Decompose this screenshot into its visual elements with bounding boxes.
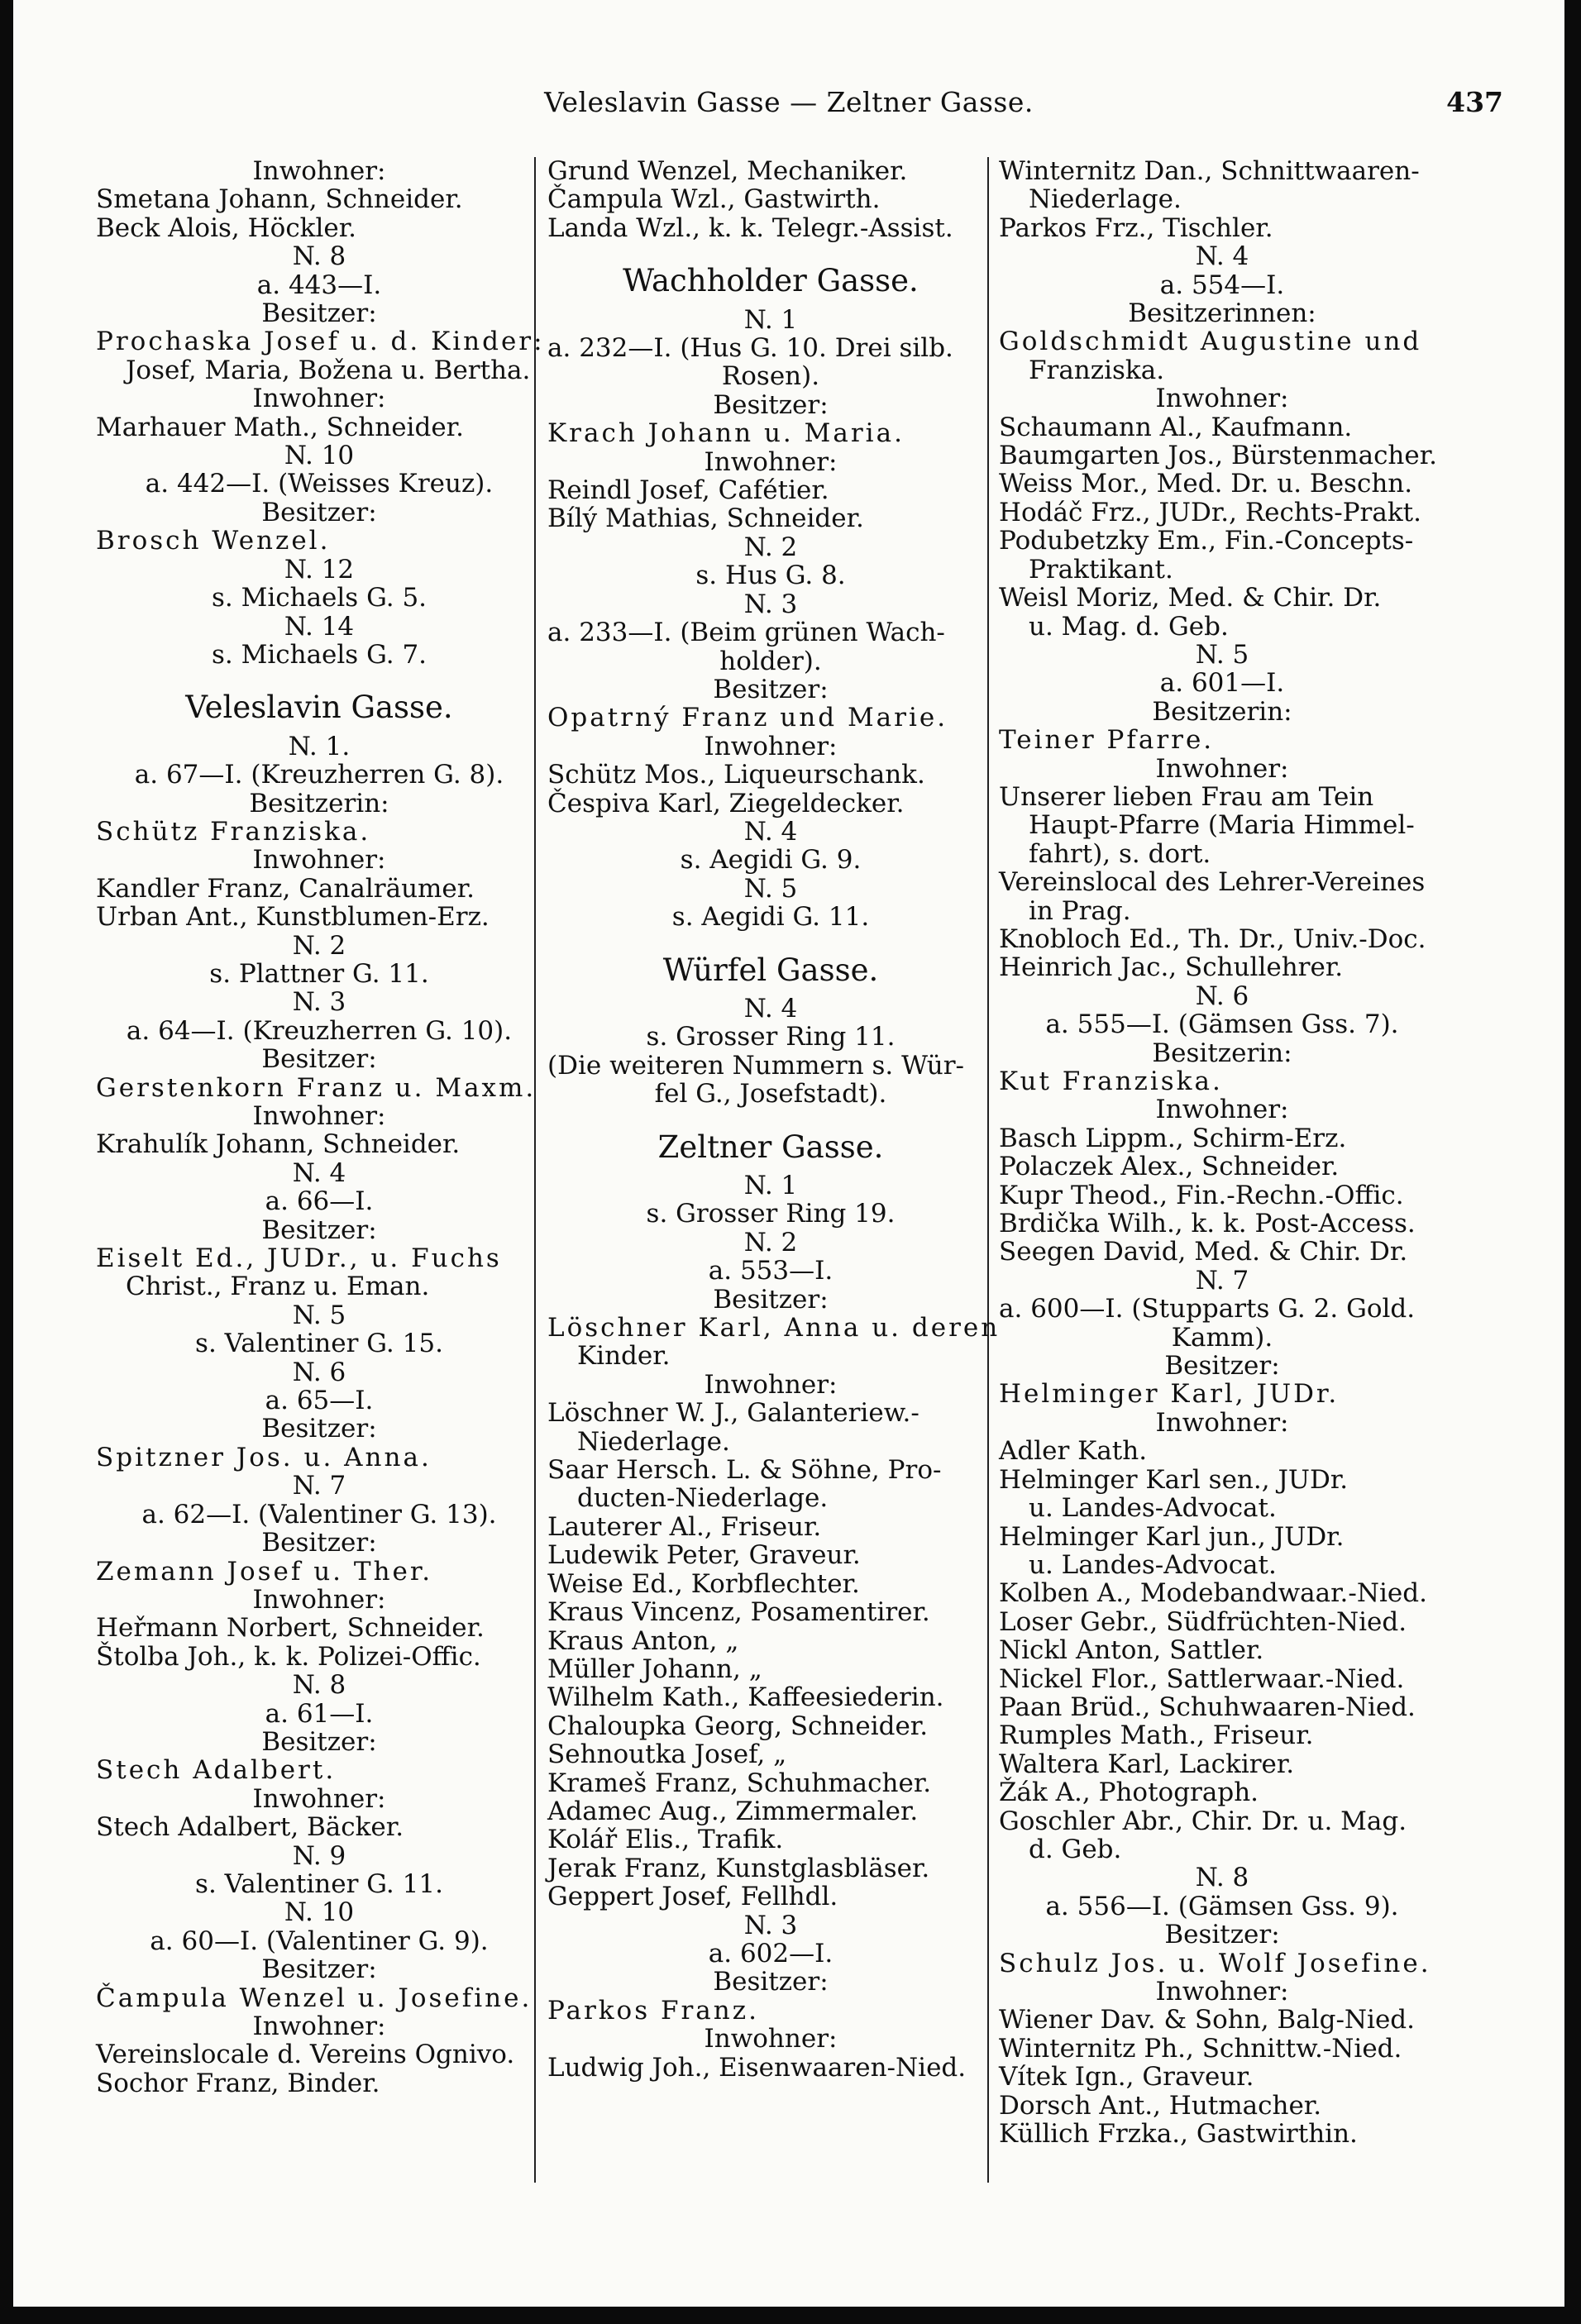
role-label: Inwohner: bbox=[1155, 1407, 1289, 1438]
entry-line: Schütz Mos., Liqueurschank. bbox=[547, 760, 925, 790]
entry-line: Čampula Wenzel u. Josefine. bbox=[96, 1983, 533, 2013]
entry-line: Dorsch Ant., Hutmacher. bbox=[999, 2090, 1322, 2121]
house-number: N. 1. bbox=[288, 731, 351, 761]
entry-line: Stech Adalbert, Bäcker. bbox=[96, 1812, 404, 1843]
role-label: Besitzer: bbox=[261, 1214, 377, 1245]
entry-line: Landa Wzl., k. k. Telegr.-Assist. bbox=[547, 212, 953, 243]
house-number: N. 1 bbox=[743, 304, 798, 335]
entry-line: Winternitz Dan., Schnittwaaren- bbox=[999, 156, 1420, 186]
entry-line: Polaczek Alex., Schneider. bbox=[999, 1152, 1340, 1182]
page bbox=[13, 0, 1564, 2307]
house-number: N. 8 bbox=[1195, 1863, 1249, 1893]
entry-line: Reindl Josef, Cafétier. bbox=[547, 475, 829, 506]
entry-line: s. Michaels G. 5. bbox=[211, 583, 427, 613]
entry-line: Parkos Frz., Tischler. bbox=[999, 212, 1273, 243]
entry-line: Baumgarten Jos., Bürstenmacher. bbox=[999, 441, 1438, 471]
entry-line: Kraus Vincenz, Posamentirer. bbox=[547, 1597, 930, 1628]
house-number: N. 5 bbox=[292, 1300, 346, 1330]
entry-line: Nickl Anton, Sattler. bbox=[999, 1635, 1264, 1666]
role-label: Besitzerinnen: bbox=[1128, 298, 1316, 329]
entry-line: Brosch Wenzel. bbox=[96, 526, 331, 556]
entry-line: Bílý Mathias, Schneider. bbox=[547, 503, 864, 534]
entry-line: Krahulík Johann, Schneider. bbox=[96, 1129, 461, 1160]
house-number: N. 5 bbox=[743, 873, 798, 904]
house-number: N. 6 bbox=[1195, 981, 1249, 1011]
entry-line: Marhauer Math., Schneider. bbox=[96, 412, 464, 442]
street-heading: Wachholder Gasse. bbox=[623, 263, 919, 299]
entry-line: Goldschmidt Augustine und bbox=[999, 327, 1422, 357]
entry-line: Helminger Karl, JUDr. bbox=[999, 1379, 1340, 1410]
house-number: N. 8 bbox=[292, 1670, 346, 1701]
entry-line: Sochor Franz, Binder. bbox=[96, 2068, 380, 2098]
house-number: N. 3 bbox=[292, 987, 346, 1018]
entry-line: Paan Brüd., Schuhwaaren-Nied. bbox=[999, 1692, 1416, 1722]
entry-line: Waltera Karl, Lackirer. bbox=[999, 1749, 1295, 1779]
entry-line: Stech Adalbert. bbox=[96, 1755, 337, 1786]
role-label: Inwohner: bbox=[1155, 384, 1289, 414]
entry-line: in Prag. bbox=[1029, 895, 1131, 926]
entry-line: a. 65—I. bbox=[265, 1386, 374, 1416]
role-label: Inwohner: bbox=[704, 2024, 838, 2054]
role-label: Inwohner: bbox=[1155, 753, 1289, 784]
role-label: Inwohner: bbox=[704, 731, 838, 761]
entry-line: Sehnoutka Josef, „ bbox=[547, 1739, 787, 1770]
entry-line: Seegen David, Med. & Chir. Dr. bbox=[999, 1237, 1408, 1267]
entry-line: Vítek Ign., Graveur. bbox=[999, 2062, 1254, 2093]
house-number: N. 10 bbox=[284, 441, 355, 471]
entry-line: a. 600—I. (Stupparts G. 2. Gold. bbox=[999, 1294, 1416, 1324]
entry-line: Adler Kath. bbox=[999, 1436, 1148, 1467]
column-left bbox=[96, 156, 545, 2098]
entry-line: s. Grosser Ring 19. bbox=[646, 1199, 896, 1229]
role-label: Besitzer: bbox=[261, 1414, 377, 1444]
running-title: Veleslavin Gasse — Zeltner Gasse. bbox=[544, 86, 1034, 118]
entry-line: a. 67—I. (Kreuzherren G. 8). bbox=[134, 760, 504, 790]
role-label: Inwohner: bbox=[704, 1369, 838, 1400]
entry-line: Spitzner Jos. u. Anna. bbox=[96, 1442, 432, 1472]
street-heading: Zeltner Gasse. bbox=[657, 1129, 884, 1165]
entry-line: Prochaska Josef u. d. Kinder: bbox=[96, 327, 545, 357]
entry-line: Saar Hersch. L. & Söhne, Pro- bbox=[547, 1455, 942, 1486]
entry-line: Smetana Johann, Schneider. bbox=[96, 184, 463, 215]
house-number: N. 4 bbox=[1195, 241, 1249, 272]
entry-line: Grund Wenzel, Mechaniker. bbox=[547, 156, 908, 186]
entry-line: Štolba Joh., k. k. Polizei-Offic. bbox=[96, 1641, 481, 1672]
role-label: Inwohner: bbox=[252, 384, 386, 414]
house-number: N. 6 bbox=[292, 1357, 346, 1387]
role-label: Besitzer: bbox=[261, 298, 377, 329]
entry-line: Schulz Jos. u. Wolf Josefine. bbox=[999, 1948, 1431, 1978]
entry-line: Helminger Karl jun., JUDr. bbox=[999, 1521, 1345, 1552]
role-label: Inwohner: bbox=[1155, 1977, 1289, 2007]
entry-line: Haupt-Pfarre (Maria Himmel- bbox=[1029, 810, 1415, 841]
house-number: N. 3 bbox=[743, 1910, 798, 1940]
entry-line: Winternitz Ph., Schnittw.-Nied. bbox=[999, 2033, 1402, 2064]
entry-line: Kinder. bbox=[577, 1341, 671, 1372]
entry-line: a. 66—I. bbox=[265, 1186, 374, 1217]
entry-line: Kamm). bbox=[1171, 1322, 1273, 1353]
entry-line: a. 555—I. (Gämsen Gss. 7). bbox=[1045, 1009, 1399, 1040]
house-number: N. 3 bbox=[743, 589, 798, 619]
entry-line: a. 556—I. (Gämsen Gss. 9). bbox=[1045, 1891, 1399, 1921]
entry-line: a. 64—I. (Kreuzherren G. 10). bbox=[126, 1015, 513, 1046]
entry-line: Jerak Franz, Kunstglasbläser. bbox=[547, 1853, 930, 1883]
entry-line: Krach Johann u. Maria. bbox=[547, 418, 905, 449]
entry-line: a. 233—I. (Beim grünen Wach- bbox=[547, 618, 945, 648]
entry-line: Kandler Franz, Canalräumer. bbox=[96, 873, 475, 904]
entry-line: Nickel Flor., Sattlerwaar.-Nied. bbox=[999, 1663, 1405, 1694]
role-label: Inwohner: bbox=[704, 446, 838, 477]
street-heading: Veleslavin Gasse. bbox=[185, 690, 453, 726]
entry-line: Niederlage. bbox=[1029, 184, 1182, 215]
entry-line: Schütz Franziska. bbox=[96, 816, 371, 847]
role-label: Besitzer: bbox=[713, 674, 829, 704]
house-number: N. 10 bbox=[284, 1897, 355, 1928]
house-number: N. 4 bbox=[292, 1157, 346, 1188]
entry-line: Kupr Theod., Fin.-Rechn.-Offic. bbox=[999, 1180, 1404, 1210]
entry-line: Parkos Franz. bbox=[547, 1995, 759, 2026]
entry-line: Josef, Maria, Božena u. Bertha. bbox=[126, 355, 531, 385]
page-header bbox=[13, 86, 1564, 127]
entry-line: a. 60—I. (Valentiner G. 9). bbox=[150, 1926, 489, 1956]
role-label: Besitzer: bbox=[261, 1044, 377, 1075]
entry-line: Weisl Moriz, Med. & Chir. Dr. bbox=[999, 583, 1382, 613]
entry-line: Opatrný Franz und Marie. bbox=[547, 703, 948, 733]
entry-line: Niederlage. bbox=[577, 1426, 730, 1457]
entry-line: Eiselt Ed., JUDr., u. Fuchs bbox=[96, 1243, 502, 1274]
house-number: N. 14 bbox=[284, 611, 355, 642]
house-number: N. 4 bbox=[743, 816, 798, 847]
entry-line: Kolben A., Modebandwaar.-Nied. bbox=[999, 1578, 1427, 1609]
role-label: Besitzer: bbox=[261, 1726, 377, 1757]
entry-line: a. 61—I. bbox=[265, 1698, 374, 1729]
role-label: Inwohner: bbox=[252, 156, 386, 186]
entry-line: fel G., Josefstadt). bbox=[654, 1079, 887, 1110]
entry-line: holder). bbox=[719, 646, 822, 676]
entry-line: s. Michaels G. 7. bbox=[211, 639, 427, 670]
entry-line: Teiner Pfarre. bbox=[999, 725, 1215, 756]
entry-line: Zemann Josef u. Ther. bbox=[96, 1556, 433, 1587]
entry-line: a. 62—I. (Valentiner G. 13). bbox=[141, 1499, 497, 1529]
entry-line: a. 554—I. bbox=[1159, 270, 1285, 300]
entry-line: s. Plattner G. 11. bbox=[209, 958, 429, 989]
house-number: N. 12 bbox=[284, 554, 355, 585]
role-label: Inwohner: bbox=[252, 1101, 386, 1131]
entry-line: Wiener Dav. & Sohn, Balg-Nied. bbox=[999, 2005, 1416, 2035]
role-label: Inwohner: bbox=[252, 1584, 386, 1615]
column-right bbox=[999, 157, 1445, 2148]
entry-line: Podubetzky Em., Fin.-Concepts- bbox=[999, 526, 1414, 556]
entry-line: s. Hus G. 8. bbox=[695, 561, 846, 591]
entry-line: Vereinslocale d. Vereins Ognivo. bbox=[96, 2040, 515, 2070]
role-label: Inwohner: bbox=[252, 845, 386, 876]
entry-line: Krameš Franz, Schuhmacher. bbox=[547, 1768, 932, 1798]
entry-line: a. 442—I. (Weisses Kreuz). bbox=[145, 469, 494, 499]
entry-line: fahrt), s. dort. bbox=[1029, 838, 1211, 869]
entry-line: Knobloch Ed., Th. Dr., Univ.-Doc. bbox=[999, 923, 1426, 954]
entry-line: Christ., Franz u. Eman. bbox=[126, 1272, 430, 1302]
role-label: Besitzer: bbox=[261, 1528, 377, 1558]
entry-line: Heinrich Jac., Schullehrer. bbox=[999, 952, 1344, 983]
entry-line: Ludewik Peter, Graveur. bbox=[547, 1540, 861, 1571]
house-number: N. 7 bbox=[1195, 1265, 1249, 1296]
role-label: Besitzer: bbox=[713, 389, 829, 420]
entry-line: Loser Gebr., Südfrüchten-Nied. bbox=[999, 1606, 1407, 1637]
entry-line: Rosen). bbox=[721, 361, 820, 392]
entry-line: a. 553—I. bbox=[708, 1256, 833, 1286]
role-label: Besitzer: bbox=[713, 1967, 829, 1997]
role-label: Inwohner: bbox=[252, 1783, 386, 1814]
role-label: Besitzerin: bbox=[249, 788, 389, 818]
entry-line: s. Grosser Ring 11. bbox=[646, 1022, 896, 1052]
entry-line: d. Geb. bbox=[1029, 1834, 1122, 1864]
entry-line: Čespiva Karl, Ziegeldecker. bbox=[547, 788, 905, 818]
entry-line: u. Landes-Advocat. bbox=[1029, 1493, 1277, 1524]
entry-line: Hodáč Frz., JUDr., Rechts-Prakt. bbox=[999, 497, 1421, 527]
entry-line: (Die weiteren Nummern s. Wür- bbox=[547, 1050, 964, 1081]
entry-line: Müller Johann, „ bbox=[547, 1654, 762, 1684]
entry-line: Basch Lippm., Schirm-Erz. bbox=[999, 1123, 1347, 1153]
entry-line: Urban Ant., Kunstblumen-Erz. bbox=[96, 902, 490, 933]
entry-line: a. 601—I. bbox=[1159, 668, 1285, 699]
entry-line: Kolář Elis., Trafik. bbox=[547, 1825, 784, 1855]
entry-line: Heřmann Norbert, Schneider. bbox=[96, 1613, 485, 1644]
house-number: N. 8 bbox=[292, 241, 346, 272]
entry-line: Žák A., Photograph. bbox=[999, 1778, 1259, 1808]
entry-line: a. 443—I. bbox=[256, 270, 382, 300]
house-number: N. 2 bbox=[292, 930, 346, 961]
role-label: Inwohner: bbox=[252, 2011, 386, 2041]
entry-line: Beck Alois, Höckler. bbox=[96, 212, 356, 243]
entry-line: Wilhelm Kath., Kaffeesiederin. bbox=[547, 1682, 944, 1713]
entry-line: Franziska. bbox=[1029, 355, 1165, 385]
entry-line: Rumples Math., Friseur. bbox=[999, 1720, 1314, 1751]
entry-line: u. Landes-Advocat. bbox=[1029, 1549, 1277, 1580]
entry-line: Chaloupka Georg, Schneider. bbox=[547, 1711, 929, 1741]
entry-line: Vereinslocal des Lehrer-Vereines bbox=[999, 867, 1426, 898]
entry-line: s. Valentiner G. 11. bbox=[195, 1868, 443, 1899]
entry-line: Küllich Frzka., Gastwirthin. bbox=[999, 2119, 1358, 2150]
entry-line: Lauterer Al., Friseur. bbox=[547, 1511, 822, 1542]
entry-line: Löschner Karl, Anna u. deren bbox=[547, 1313, 1001, 1343]
entry-line: Gerstenkorn Franz u. Maxm. bbox=[96, 1072, 537, 1103]
entry-line: Löschner W. J., Galanteriew.- bbox=[547, 1398, 919, 1429]
house-number: N. 9 bbox=[292, 1840, 346, 1871]
entry-line: Čampula Wzl., Gastwirth. bbox=[547, 184, 881, 215]
entry-line: Brdička Wilh., k. k. Post-Access. bbox=[999, 1209, 1416, 1239]
entry-line: Kraus Anton, „ bbox=[547, 1625, 739, 1656]
entry-line: Praktikant. bbox=[1029, 554, 1173, 585]
entry-line: Adamec Aug., Zimmermaler. bbox=[547, 1796, 919, 1826]
street-heading: Würfel Gasse. bbox=[662, 952, 879, 988]
role-label: Besitzerin: bbox=[1152, 1038, 1292, 1068]
role-label: Inwohner: bbox=[1155, 1095, 1289, 1125]
entry-line: u. Mag. d. Geb. bbox=[1029, 611, 1229, 642]
role-label: Besitzer: bbox=[1164, 1351, 1280, 1382]
column-middle bbox=[547, 156, 1001, 2083]
role-label: Besitzer: bbox=[261, 1954, 377, 1985]
house-number: N. 5 bbox=[1195, 639, 1249, 670]
entry-line: a. 232—I. (Hus G. 10. Drei silb. bbox=[547, 333, 953, 364]
entry-line: Weise Ed., Korbflechter. bbox=[547, 1568, 860, 1599]
role-label: Besitzer: bbox=[713, 1284, 829, 1315]
house-number: N. 2 bbox=[743, 532, 798, 562]
entry-line: s. Aegidi G. 11. bbox=[671, 902, 870, 933]
role-label: Besitzerin: bbox=[1152, 696, 1292, 727]
page-number: 437 bbox=[1446, 86, 1503, 118]
house-number: N. 1 bbox=[743, 1171, 798, 1200]
role-label: Besitzer: bbox=[1164, 1920, 1280, 1950]
entry-line: Geppert Josef, Fellhdl. bbox=[547, 1882, 838, 1912]
entry-line: Unserer lieben Frau am Tein bbox=[999, 781, 1374, 812]
entry-line: Helminger Karl sen., JUDr. bbox=[999, 1464, 1349, 1495]
entry-line: Weiss Mor., Med. Dr. u. Beschn. bbox=[999, 469, 1413, 499]
entry-line: a. 602—I. bbox=[708, 1938, 833, 1968]
house-number: N. 7 bbox=[292, 1471, 346, 1501]
entry-line: Goschler Abr., Chir. Dr. u. Mag. bbox=[999, 1806, 1407, 1836]
house-number: N. 2 bbox=[743, 1227, 798, 1257]
house-number: N. 4 bbox=[743, 993, 798, 1024]
entry-line: Schaumann Al., Kaufmann. bbox=[999, 412, 1353, 442]
entry-line: s. Aegidi G. 9. bbox=[680, 845, 862, 876]
entry-line: Ludwig Joh., Eisenwaaren-Nied. bbox=[547, 2052, 967, 2083]
role-label: Besitzer: bbox=[261, 497, 377, 527]
entry-line: s. Valentiner G. 15. bbox=[195, 1329, 443, 1359]
entry-line: Kut Franziska. bbox=[999, 1067, 1223, 1096]
entry-line: ducten-Niederlage. bbox=[577, 1483, 829, 1514]
